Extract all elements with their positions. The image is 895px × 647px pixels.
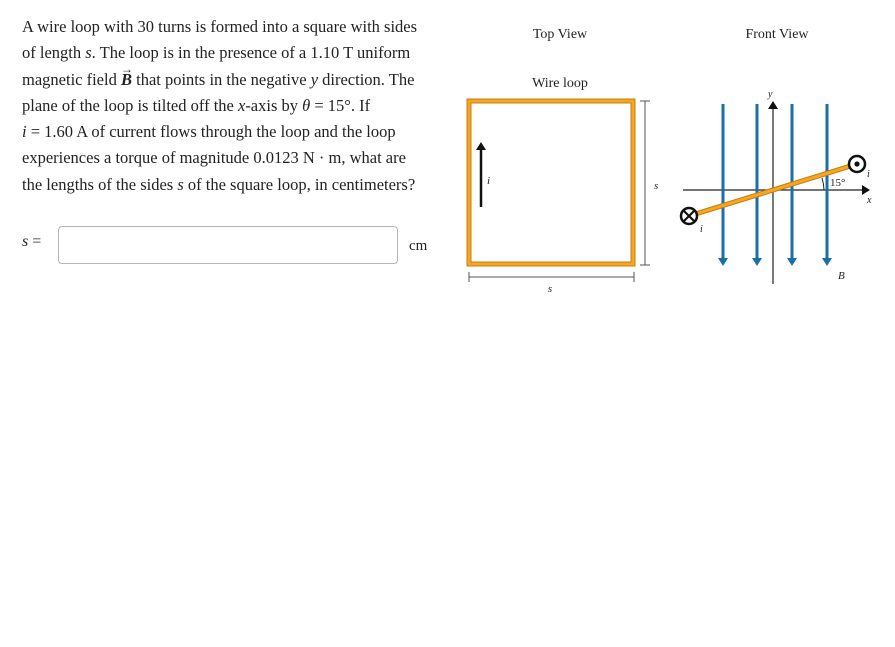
top-view-title: Top View (532, 27, 588, 42)
wire-loop-square (469, 101, 633, 264)
front-view-title: Front View (745, 27, 809, 42)
wire-loop-label: Wire loop (532, 76, 588, 91)
x-axis-label: x (867, 195, 872, 206)
answer-unit: cm (409, 238, 428, 254)
side-bottom-label: s (547, 283, 553, 295)
question-line-3: magnetic field → B that points in the negative y direction. The (22, 67, 442, 93)
current-in-label: i (700, 224, 703, 235)
answer-label: s = (22, 233, 42, 250)
side-right-label: s (654, 180, 659, 192)
angle-arc (822, 178, 824, 190)
question-line-4: plane of the loop is tilted off the x-axis by θ = 15°. If (22, 95, 371, 115)
wire-loop-square-fill (469, 101, 633, 264)
y-axis-label: y (768, 89, 773, 100)
current-out-label: i (867, 169, 870, 180)
front-view-diagram (681, 27, 872, 284)
vector-b-symbol: → B (121, 67, 132, 93)
top-current-label: i (487, 175, 491, 187)
question-line-2: of length s. The loop is in the presence of a 1.10 T uniform (22, 43, 411, 63)
question-line-7: the lengths of the sides s of the square loop, in centimeters? (22, 174, 416, 194)
question-line-1: A wire loop with 30 turns is formed into a square with sides (22, 17, 418, 36)
field-b-label: B (838, 270, 845, 282)
question-line-5: i = 1.60 A of current flows through the loop and the loop (22, 122, 396, 142)
top-view-diagram (469, 27, 658, 295)
current-into-page-icon (681, 208, 697, 224)
current-out-of-page-icon (849, 156, 865, 172)
angle-label: 15° (830, 177, 846, 189)
question-line-6: experiences a torque of magnitude 0.0123 N · m, what are (22, 148, 406, 168)
